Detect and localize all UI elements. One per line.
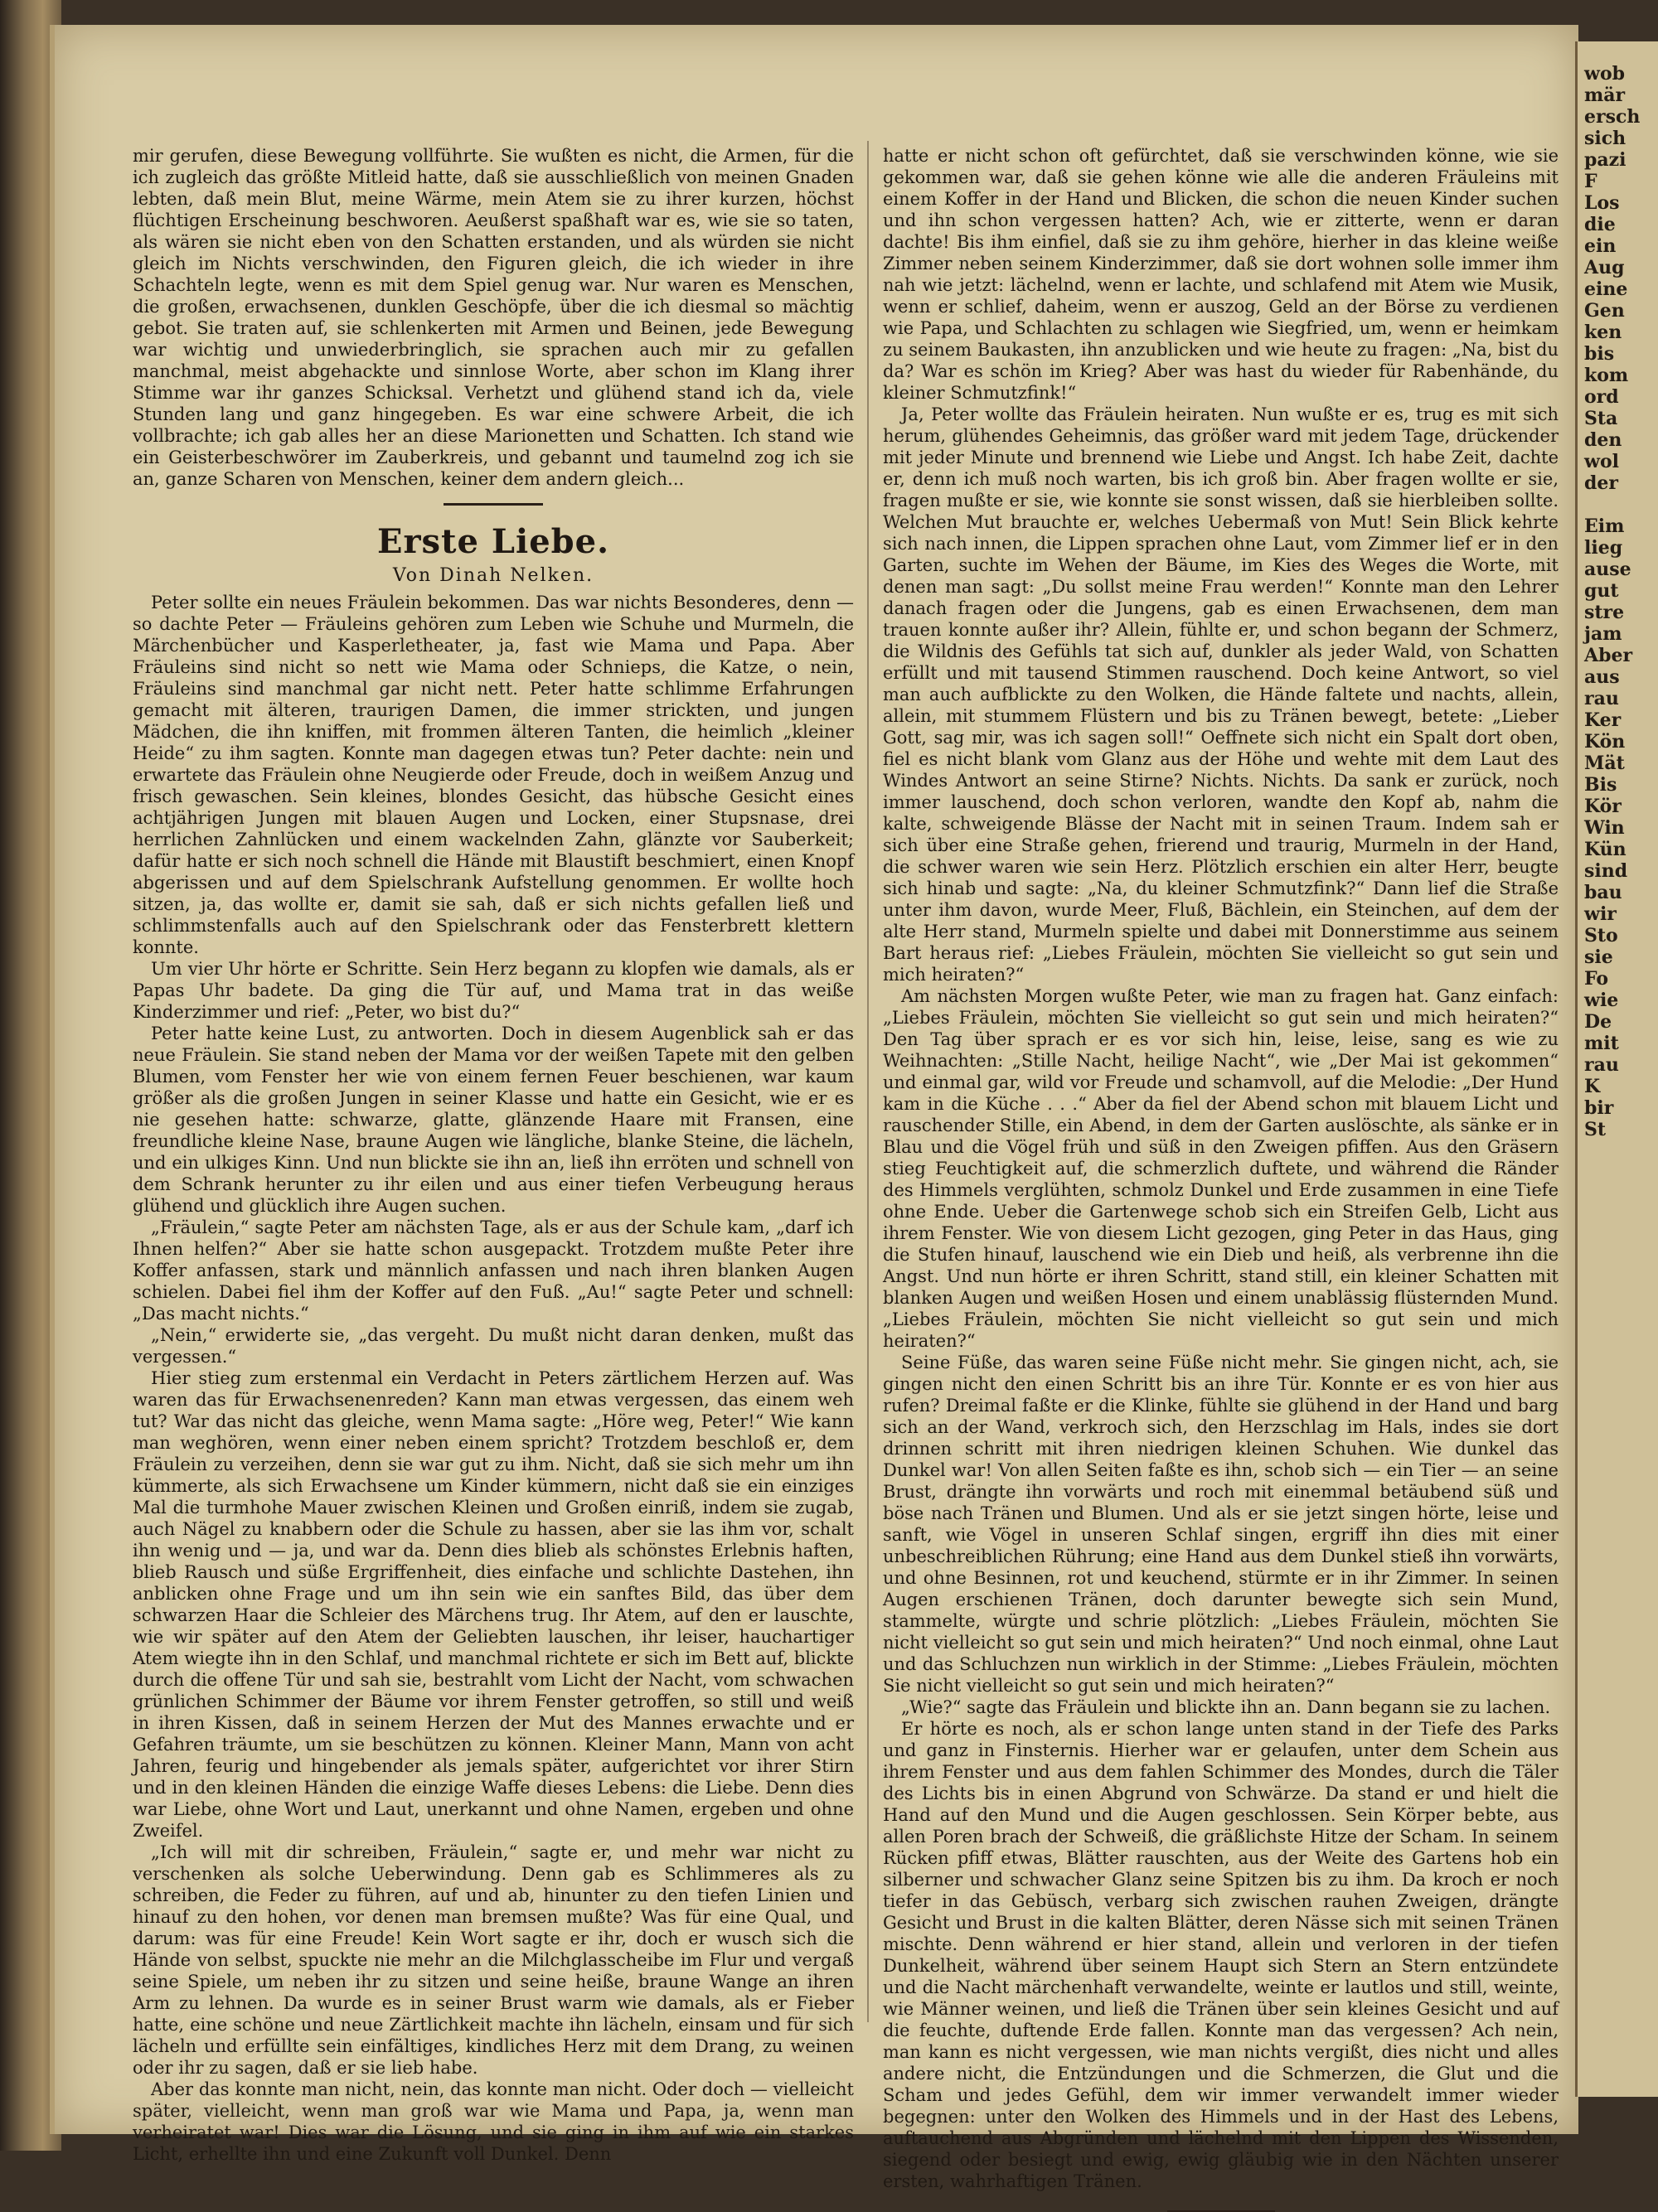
- adjacent-page-fragment: eine: [1584, 278, 1628, 300]
- left-column-continuation: mir gerufen, diese Bewegung vollführte. Sie wußten es nicht, die Armen, für die ich zugleich das größte Mitleid hatte, daß sie ausschließlich von meinen Gnaden lebten, daß mein Blut, meine Wärme, mein Atem sie zu ihrer kurzen, höchst flüchtigen Erscheinung beschworen. Aeußerst spaßhaft war es, wie sie so taten, als wären sie nicht eben von den Schatten erstanden, und als würden sie nicht gleich im Nichts verschwinden, den Figuren gleich, die ich wieder in ihre Schachteln legte, wenn es mit dem Spiel genug war. Nur waren es Menschen, die großen, erwachsenen, dunklen Geschöpfe, über die ich diesmal so mächtig gebot. Sie traten auf, sie schlenkerten mit Armen und Beinen, jede Bewegung war wichtig und unwiederbringlich, sie sprachen auch mir zu gefallen manchmal, meist abgehackte und sinnlose Worte, aber schon im Klang ihrer Stimme war ihr ganzes Schicksal. Verhetzt und glühend stand ich da, viele Stunden lang und ganz hingegeben. Es war eine schwere Arbeit, die ich vollbrachte; ich gab alles her an diese Marionetten und Schatten. Ich stand wie ein Geisterbeschwörer im Zauberkreis, und gebannt und taumelnd zog ich sie an, ganze Scharen von Menschen, keiner dem andern gleich...: [133, 146, 854, 489]
- adjacent-page-fragment: bis: [1584, 343, 1615, 365]
- adjacent-page-fragment: jam: [1584, 623, 1622, 645]
- story-paragraph: „Fräulein,“ sagte Peter am nächsten Tage, als er aus der Schule kam, „darf ich Ihnen helfen?“ Aber sie hatte schon ausgepackt. Trotzdem mußte Peter ihre Koffer anfassen, stark und männlich anfassen und nach ihren blanken Augen schielen. Dabei fiel ihm der Koffer auf den Fuß. „Au!“ sagte Peter und schnell: „Das macht nichts.“: [133, 1217, 854, 1324]
- adjacent-page-fragment: kom: [1584, 365, 1629, 386]
- story-paragraph: Am nächsten Morgen wußte Peter, wie man zu fragen hat. Ganz einfach: „Liebes Fräulein, möchten Sie vielleicht so gut sein und mich heiraten?“ Den Tag über sprach er es vor sich hin, leise, leise, sang es wie zu Weihnachten: „Stille Nacht, heilige Nacht“, wie „Der Mai ist gekommen“ und einmal gar, wild vor Freude und schamvoll, auf die Melodie: „Der Hund kam in die Küche . . .“ Aber da fiel der Abend schon mit blauem Licht und rauschender Stille, ein Abend, in dem der Garten auslöschte, als sänke er in Blau und die Vögel früh und süß in den Zweigen pfiffen. Aus den Gräsern stieg Feuchtigkeit auf, die schmerzlich duftete, und während die Ränder des Himmels verglühten, schmolz Dunkel und Erde zusammen in eine Tiefe ohne Ende. Ueber die Gartenwege schob sich ein Streifen Gelb, Licht aus ihrem Fenster. Wie von diesem Licht gezogen, ging Peter in das Haus, ging die Stufen hinauf, lauschend wie ein Dieb und heiß, als verbrenne ihn die Angst. Und nun hörte er ihren Schritt, stand still, ein kleiner Schatten mit blanken Augen und weißen Hosen und einem unablässig flüsternden Mund. „Liebes Fräulein, möchten Sie nicht vielleicht so gut sein und mich heiraten?“: [883, 986, 1559, 1351]
- adjacent-page-fragment: mit: [1584, 1033, 1619, 1054]
- story-paragraph: Hier stieg zum erstenmal ein Verdacht in Peters zärtlichem Herzen auf. Was waren das für Erwachsenenreden? Kann man etwas vergessen, das einem weh tut? War das nicht das gleiche, wenn Mama sagte: „Höre weg, Peter!“ Wie kann man weghören, wenn einer neben einem spricht? Trotzdem beschloß er, dem Fräulein zu verzeihen, denn sie war gut zu ihm. Nicht, daß sie sich mehr um ihn kümmerte, als sich Erwachsene um Kinder kümmern, nicht daß sie ein einziges Mal die turmhohe Mauer zwischen Kleinen und Großen einriß, indem sie zugab, auch Nägel zu knabbern oder die Schule zu hassen, aber sie las ihm vor, schalt ihn wenig und — ja, und war da. Denn dies blieb als schönstes Erlebnis haften, blieb Rausch und süße Ergriffenheit, dies einfache und schlichte Dastehen, ihn anblicken ohne Frage und um ihn sein wie ein sanftes Bild, das über dem schwarzen Haar die Schleier des Märchens trug. Ihr Atem, auf den er lauschte, wie wir später auf den Atem der Geliebten lauschen, ihr leiser, hauchartiger Atem wiegte ihn in den Schlaf, und manchmal richtete er sich im Bett auf, blickte durch die offene Tür und sah sie, bestrahlt vom Licht der Nacht, vom schwachen grünlichen Schimmer der Bäume vor ihrem Fenster getroffen, so still und weiß in ihren Kissen, daß in seinem Herzen der Mut des Mannes erwachte und er Gefahren träumte, um sie beschützen zu können. Kleiner Mann, Mann von acht Jahren, feurig und hingebender als jemals später, aufgerichtet vor ihrer Stirn und in den kleinen Händen die einzige Waffe dieses Lebens: die Liebe. Denn dies war Liebe, ohne Wort und Laut, unerkannt und ohne Namen, ergeben und ohne Zweifel.: [133, 1368, 854, 1841]
- adjacent-page-fragment: Gen: [1584, 300, 1625, 322]
- adjacent-page-fragment: die: [1584, 214, 1616, 235]
- story-paragraph: Er hörte es noch, als er schon lange unten stand in der Tiefe des Parks und ganz in Finsternis. Hierher war er gelaufen, unter dem Schein aus ihrem Fenster und aus dem fahlen Schimmer des Mondes, durch die Täler des Lichts bis in einen Abgrund von Schwärze. Da stand er und hielt die Hand auf den Mund und die Augen geschlossen. Sein Körper bebte, aus allen Poren brach der Schweiß, die gräßlichste Hitze der Scham. In seinem Rücken pfiff etwas, Blätter rauschten, aus der Weite des Gartens hob ein silberner und schwacher Glanz seine Spitzen bis zu ihm. Da kroch er noch tiefer in das Gebüsch, verbarg sich zwischen rauhen Zweigen, drängte Gesicht und Brust in die kalten Blätter, deren Nässe sich mit seinen Tränen mischte. Denn während er hier stand, allein und verloren in der tiefen Dunkelheit, während über seinem Haupt sich Stern an Stern entzündete und die Nacht märchenhaft verwandelte, weinte er lautlos und still, weinte, wie Männer weinen, und ließ die Tränen über sein kleines Gesicht und auf die feuchte, duftende Erde fallen. Konnte man das vergessen? Ach nein, man kann es nicht vergessen, wie man nichts vergißt, dies nicht und alles andere nicht, die Entzündungen und die Schmerzen, die Glut und die Scham und jedes Gefühl, dem wir immer verwandelt immer wieder begegnen: unter den Wolken des Himmels und in der Hast des Lebens, auftauchend aus Abgründen und lächelnd mit den Lippen des Wissenden, siegend oder besiegt und ewig, ewig gläubig wie in den Nächten unserer ersten, wahrhaftigen Tränen.: [883, 1719, 1559, 2191]
- story-paragraph: „Nein,“ erwiderte sie, „das vergeht. Du mußt nicht daran denken, mußt das vergessen.“: [133, 1325, 854, 1367]
- adjacent-page-fragment: De: [1584, 1011, 1612, 1033]
- adjacent-page-fragment: Mät: [1584, 753, 1625, 774]
- right-column: [883, 145, 1559, 2212]
- adjacent-page-fragment: wir: [1584, 903, 1617, 925]
- adjacent-page-fragment: Kün: [1584, 839, 1626, 860]
- adjacent-page-fragment: ord: [1584, 386, 1619, 408]
- column-divider: [867, 141, 869, 2022]
- adjacent-page-fragment: rau: [1584, 688, 1619, 709]
- adjacent-page-fragment: [1578, 41, 1658, 63]
- story-byline: Von Dinah Nelken.: [392, 565, 594, 586]
- adjacent-page-fragment: Sto: [1584, 925, 1618, 946]
- adjacent-page-fragment: Aber: [1584, 645, 1633, 666]
- adjacent-page-fragment: K: [1584, 1076, 1601, 1097]
- adjacent-page-fragment: Kör: [1584, 796, 1622, 817]
- adjacent-page-fragment: Los: [1584, 192, 1620, 214]
- story-paragraph: Aber das konnte man nicht, nein, das konnte man nicht. Oder doch — vielleicht später, vielleicht, wenn man groß war wie Mama und Papa, ja, wenn man verheiratet war! Dies war die Lösung, und sie ging in ihm auf wie ein starkes Licht, erhellte ihn und eine Zukunft voll Dunkel. Denn: [133, 2079, 854, 2164]
- story-paragraph: Peter sollte ein neues Fräulein bekommen. Das war nichts Besonderes, denn — so dachte Peter — Fräuleins gehören zum Leben wie Schuhe und Murmeln, die Märchenbücher und Kasperletheater, ja, fast wie Mama und Papa. Aber Fräuleins sind nicht so nett wie Mama oder Schnieps, die Katze, o nein, Fräuleins sind manchmal gar nicht nett. Peter hatte schlimme Erfahrungen gemacht mit älteren, traurigen Damen, die immer strickten, und jungen Mädchen, die ihn kniffen, mit frommen älteren Tanten, die heimlich „kleiner Heide“ zu ihm sagten. Konnte man dagegen etwas tun? Peter dachte: nein und erwartete das Fräulein ohne Neugierde oder Freude, doch in weißem Anzug und frisch gewaschen. Sein kleines, blondes Gesicht, das hübsche Gesicht eines achtjährigen Jungen mit blauen Augen und Locken, einer Stupsnase, drei herrlichen Zahnlücken und einem wackelnden Zahn, glänzte vor Sauberkeit; dafür hatte er sich noch schnell die Hände mit Blaustift beschmiert, einen Knopf abgerissen und auf dem Spielschrank Aufstellung genommen. Er wollte hoch sitzen, ja, das wollte er, damit sie sah, daß er sich nichts gefallen ließ und schlimmstenfalls auch auf den Spielschrank oder das Fensterbrett klettern konnte.: [133, 593, 854, 957]
- adjacent-page-fragment: Sta: [1584, 408, 1618, 429]
- adjacent-page-fragment: St: [1584, 1119, 1607, 1140]
- adjacent-page-fragment: sich: [1584, 128, 1626, 149]
- adjacent-page-fragment: [1578, 494, 1658, 515]
- adjacent-page-fragment: ause: [1584, 559, 1631, 580]
- section-divider-rule: [444, 503, 543, 506]
- story-paragraph: „Wie?“ sagte das Fräulein und blickte ihn an. Dann begann sie zu lachen.: [901, 1697, 1551, 1717]
- adjacent-page-fragment: F: [1584, 171, 1597, 192]
- adjacent-page-fragment: mär: [1584, 85, 1626, 106]
- adjacent-page-fragment: rau: [1584, 1054, 1619, 1076]
- adjacent-page-fragment: den: [1584, 429, 1622, 451]
- story-paragraph: Ja, Peter wollte das Fräulein heiraten. Nun wußte er es, trug es mit sich herum, glühendes Geheimnis, das größer ward mit jedem Tage, drückender mit jeder Minute und brennend wie Liebe und Angst. Ich habe Zeit, dachte er, denn ich muß noch warten, bis ich groß bin. Aber fragen wollte er sie, fragen mußte er sie, wie konnte sie sonst wissen, daß sie hierbleiben sollte. Welchen Mut brauchte er, welches Uebermaß von Mut! Sein Blick kehrte sich nach innen, die Lippen sprachen ohne Laut, vom Zimmer lief er in den Garten, suchte im Wehen der Bäume, im Kies des Weges die Worte, mit denen man sagt: „Du sollst meine Frau werden!“ Konnte man den Lehrer danach fragen oder die Jungens, gab es einen Erwachsenen, dem man trauen konnte außer ihr? Allein, fühlte er, und schon begann der Schmerz, die Wildnis des Gefühls tat sich auf, dunkler als jeder Wald, von Schatten erfüllt und mit tausend Stimmen rauschend. Doch keine Antwort, so viel man auch aufblickte zu den Wolken, die Hände faltete und nachts, allein, allein, mit stummem Flüstern und bis zu Tränen bewegt, betete: „Lieber Gott, sag mir, was ich sagen soll!“ Oeffnete sich nicht ein Spalt dort oben, fiel es nicht blank vom Glanz aus der Höhe und wehte mit dem Laut des Windes Antwort an seine Stirne? Nichts. Nichts. Da sank er zurück, noch immer lauschend, doch schon verloren, wandte den Kopf ab, nahm die kalte, schweigende Blässe der Nacht mit in seinen Traum. Indem sah er sich über eine Straße gehen, frierend und traurig, Murmeln in der Hand, die schwer waren wie sein Herz. Plötzlich erschien ein alter Herr, beugte sich hinab und sagte: „Na, du kleiner Schmutzfink?“ Dann lief die Straße unter ihm davon, wurde Meer, Fluß, Bächlein, ein Steinchen, auf dem der alte Herr stand, Murmeln spielte und dabei mit Donnerstimme aus seinem Bart heraus rief: „Liebes Fräulein, möchten Sie vielleicht so gut sein und mich heiraten?“: [883, 404, 1559, 985]
- story-paragraph: „Ich will mit dir schreiben, Fräulein,“ sagte er, und mehr war nicht zu verschenken als solche Ueberwindung. Denn gab es Schlimmeres als zu schreiben, die Feder zu führen, auf und ab, hinunter zu den tiefen Linien und hinauf zu den hohen, vor denen man bremsen mußte? Was für eine Qual, und darum: was für eine Freude! Kein Wort sagte er ihr, doch er wusch sich die Hände von selbst, spuckte nie mehr an die Milchglasscheibe im Flur und vergaß seine Spiele, um neben ihr zu sitzen und seine heiße, braune Wange an ihren Arm zu lehnen. Da wurde es in seiner Brust warm wie damals, als er Fieber hatte, eine schöne und neue Zärtlichkeit machte ihn lächeln, einsam und für sich lächeln und erfüllte sein einfältiges, kindliches Herz mit dem Drang, zu weinen oder ihr zu sagen, daß er sie lieb habe.: [133, 1842, 854, 2078]
- adjacent-page-fragment: stre: [1584, 602, 1625, 623]
- adjacent-page-fragment: aus: [1584, 666, 1620, 688]
- adjacent-page-fragment: Eim: [1584, 515, 1625, 537]
- adjacent-page-fragment: Win: [1584, 817, 1625, 839]
- adjacent-page-fragment: wob: [1584, 63, 1625, 85]
- adjacent-page-fragment: bau: [1584, 882, 1622, 903]
- adjacent-page-fragment: Aug: [1584, 257, 1625, 278]
- adjacent-page-fragment: sie: [1584, 946, 1613, 968]
- adjacent-page-fragment: ken: [1584, 322, 1622, 343]
- adjacent-page-fragment: Kön: [1584, 731, 1626, 753]
- left-column: [133, 145, 854, 2165]
- adjacent-page-fragment: ein: [1584, 235, 1617, 257]
- adjacent-page-fragment: lieg: [1584, 537, 1623, 559]
- story-paragraph: Seine Füße, das waren seine Füße nicht mehr. Sie gingen nicht, ach, sie gingen nicht den einen Schritt bis an ihre Tür. Konnte er es von hier aus rufen? Dreimal faßte er die Klinke, fühlte sie glühend in der Hand und barg sich an der Wand, verkroch sich, den Herzschlag im Hals, indes sie dort drinnen schritt mit ihren niedrigen kleinen Schuhen. Wie dunkel das Dunkel war! Von allen Seiten faßte es ihn, schob sich — ein Tier — an seine Brust, drängte ihn vorwärts und roch mit einemmal betäubend süß und böse nach Tränen und Blumen. Und als er sie jetzt singen hörte, leise und sanft, wie Vögel in unseren Schlaf singen, ergriff ihn dies mit einer unbeschreiblichen Rührung; eine Hand aus dem Dunkel stieß ihn vorwärts, und ohne Besinnen, rot und keuchend, stürmte er in ihr Zimmer. In seinen Augen erschienen Tränen, doch darunter bewegte sich sein Mund, stammelte, würgte und schrie plötzlich: „Liebes Fräulein, möchten Sie nicht vielleicht so gut sein und mich heiraten?“ Und noch einmal, ohne Laut und das Schluchzen nun wirklich in der Stimme: „Liebes Fräulein, möchten Sie nicht vielleicht so gut sein und mich heiraten?“: [883, 1353, 1559, 1696]
- story-paragraph: Um vier Uhr hörte er Schritte. Sein Herz begann zu klopfen wie damals, als er Papas Uhr badete. Da ging die Tür auf, und Mama trat in das weiße Kinderzimmer und rief: „Peter, wo bist du?“: [133, 959, 854, 1022]
- adjacent-page-fragment: Ker: [1584, 709, 1622, 731]
- right-column-continuation: hatte er nicht schon oft gefürchtet, daß sie verschwinden könne, wie sie gekommen war, daß sie gehen könne wie alle die anderen Fräuleins mit einem Koffer in der Hand und Blicken, die schon die neuen Kinder suchen und ihn schon vergessen hatten? Ach, wie er zitterte, wenn er daran dachte! Bis ihm einfiel, daß sie zu ihm gehöre, hierher in das kleine weiße Zimmer neben seinem Kinderzimmer, daß sie dort wohnen solle immer ihm nah wie jetzt: lächelnd, wenn er lachte, und schlafend mit Atem wie Musik, wenn er schlief, daheim, wenn er auszog, Geld an der Börse zu verdienen wie Papa, und Schlachten zu schlagen wie Siegfried, um, wenn er heimkam zu seinem Baukasten, ihn anzublicken und wie heute zu fragen: „Na, bist du da? War es schön im Krieg? Aber was hast du wieder für Rabenhände, du kleiner Schmutzfink!“: [883, 146, 1559, 403]
- adjacent-page-fragment: wol: [1584, 451, 1619, 472]
- adjacent-page-fragment: der: [1584, 472, 1618, 494]
- adjacent-page-fragment: sind: [1584, 860, 1628, 882]
- adjacent-page-fragment: Fo: [1584, 968, 1609, 990]
- adjacent-page-fragment: bir: [1584, 1097, 1614, 1119]
- adjacent-page-fragment: gut: [1584, 580, 1619, 602]
- story-title: Erste Liebe.: [376, 522, 610, 561]
- adjacent-page-fragment: Bis: [1584, 774, 1617, 796]
- adjacent-page-fragment: wie: [1584, 990, 1619, 1011]
- story-paragraph: Peter hatte keine Lust, zu antworten. Doch in diesem Augenblick sah er das neue Fräulein. Sie stand neben der Mama vor der weißen Tapete mit den gelben Blumen, vom Fenster her wie von einem fernen Feuer beschienen, war kaum größer als die großen Jungen in seiner Klasse und hatte ein Gesicht, wie er es nie gesehen hatte: schwarze, glatte, glänzende Haare mit Fransen, eine freundliche kleine Nase, braune Augen wie längliche, blanke Steine, die lächeln, und ein ulkiges Kinn. Und nun blickte sie ihn an, ließ ihn erröten und schnell von dem Schrank herunter zu ihr eilen und aus einer tiefen Verbeugung heraus glühend und glücklich ihre Augen suchen.: [133, 1024, 854, 1216]
- adjacent-page-fragment: ersch: [1584, 106, 1641, 128]
- adjacent-page-edge: [1575, 41, 1658, 2097]
- adjacent-page-fragment: pazi: [1584, 149, 1626, 171]
